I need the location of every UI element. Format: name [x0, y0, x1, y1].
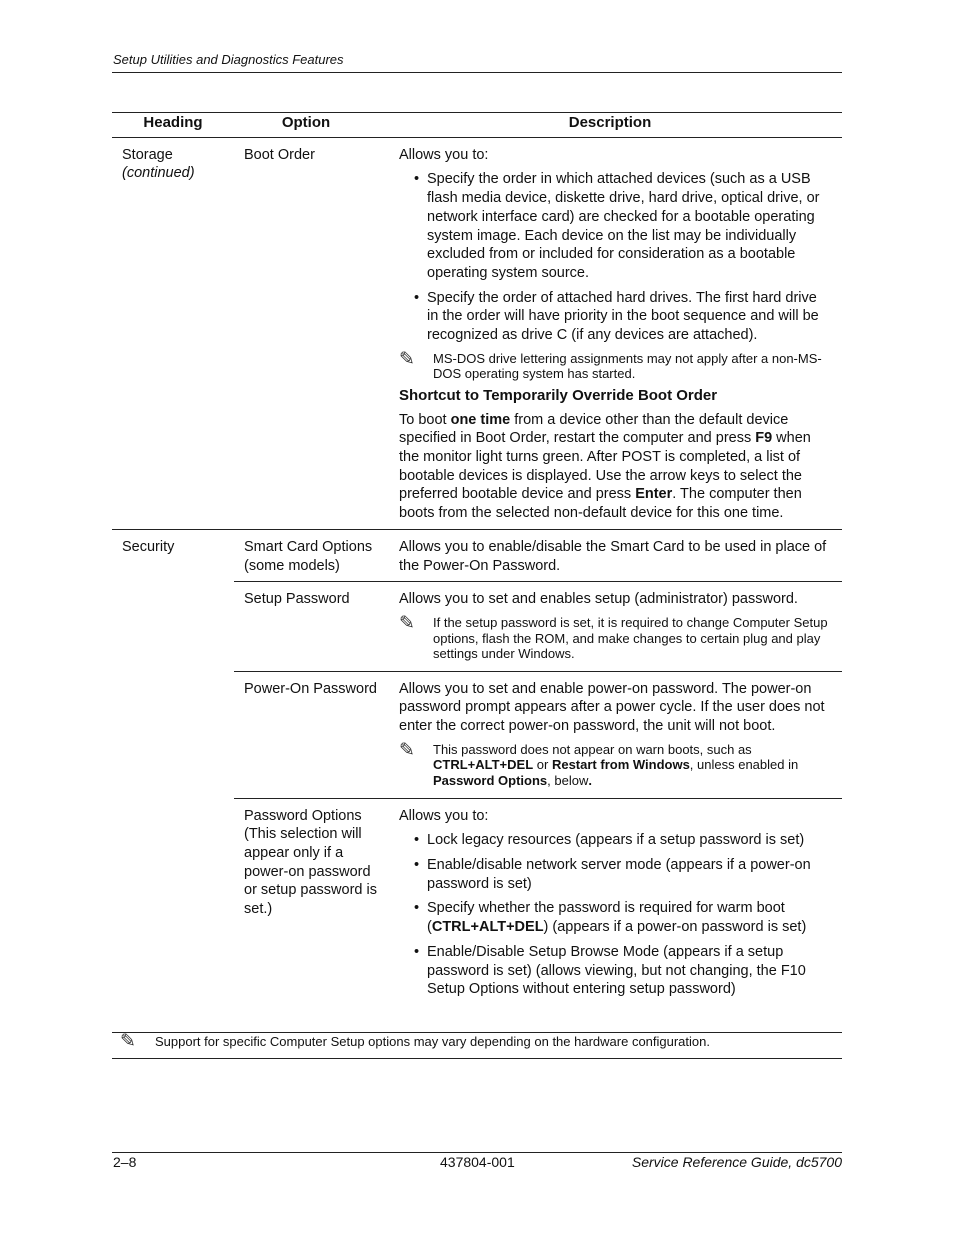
text-run: . The computer then boots from the selected non-default device for this one time.: [399, 486, 802, 522]
note-text: MS-DOS drive lettering assignments may not apply after a non-MS-DOS operating system has started.: [433, 350, 822, 382]
pencil-note-icon: ✎: [399, 612, 415, 634]
footer-note-text: Support for specific Computer Setup options may vary depending on the hardware configuration.: [155, 1034, 710, 1049]
list-item: • Enable/Disable Setup Browse Mode (appears if a setup password is set) (allows viewing, but not changing, the F10 Setup Options without entering setup password): [427, 943, 832, 999]
description-password-options: [378, 798, 842, 1011]
footer-rule: [112, 1152, 842, 1153]
footer-note-rule-bottom: [112, 1058, 842, 1059]
heading-cell-storage: [112, 137, 234, 529]
column-header-heading: Heading: [112, 113, 234, 138]
text-run: from a device other than the default device specified in Boot Order, restart the computer and press: [399, 411, 789, 447]
option-setup-password: Setup Password: [234, 582, 378, 671]
text-run: , below: [547, 773, 589, 789]
bold-run: .: [588, 773, 592, 789]
text-run: This password does not appear on warn boots, such as: [433, 741, 752, 757]
table-row-power-on-password: [112, 671, 842, 798]
option-boot-order: Boot Order: [244, 146, 315, 163]
table-header-row: [112, 113, 842, 138]
bullet-list: [399, 831, 832, 999]
text-run: Specify whether the password is required for warm boot (: [427, 900, 785, 936]
guide-title: Service Reference Guide, dc5700: [631, 1154, 842, 1170]
description-power-on-password: [378, 671, 842, 798]
heading-cell-empty: [112, 671, 234, 798]
description-intro: Allows you to:: [399, 807, 489, 824]
description-smart-card: Allows you to enable/disable the Smart Card to be used in place of the Power-On Password.: [378, 529, 842, 581]
note-text: [433, 742, 832, 789]
bold-run: Enter: [635, 486, 673, 503]
page-number: 2–8: [113, 1154, 137, 1170]
shortcut-paragraph: [399, 411, 832, 523]
text-run: To boot: [399, 411, 451, 428]
heading-storage: Storage: [122, 146, 173, 163]
pencil-note-icon: ✎: [399, 348, 415, 370]
note-ms-dos: [399, 348, 832, 382]
header-rule: [112, 72, 842, 73]
bold-run: F9: [755, 430, 773, 447]
pencil-note-icon: ✎: [399, 739, 415, 761]
shortcut-title: Shortcut to Temporarily Override Boot Order: [399, 386, 718, 404]
heading-cell-empty: [112, 582, 234, 671]
note-setup-password: [399, 612, 832, 662]
text-run: or: [533, 757, 552, 773]
text-run: , unless enabled in: [689, 757, 799, 773]
running-head: Setup Utilities and Diagnostics Features: [113, 52, 344, 67]
option-password-options: Password Options (This selection will appear only if a power-on password or setup password is set.): [234, 798, 378, 1011]
text-run: ) (appears if a power-on password is set): [543, 919, 807, 936]
note-power-on-password: [399, 739, 832, 789]
column-header-description: Description: [378, 113, 842, 138]
note-text: If the setup password is set, it is required to change Computer Setup options, flash the ROM, and make changes to certain plug and play settings under Windows.: [433, 614, 828, 662]
option-power-on-password: Power-On Password: [234, 671, 378, 798]
description-text: Allows you to set and enables setup (administrator) password.: [399, 591, 798, 608]
table-row-smart-card: [112, 529, 842, 581]
bold-run: Password Options: [433, 773, 548, 789]
heading-cell-empty: [112, 798, 234, 1011]
description-text: Allows you to set and enable power-on password. The power-on password prompt appears after a power cycle. If the user does not enter the correct power-on password, the unit will not boot.: [399, 680, 825, 735]
description-boot-order: [378, 137, 842, 529]
bold-run: CTRL+ALT+DEL: [431, 919, 544, 936]
footer-note: [112, 1031, 842, 1052]
description-intro: Allows you to:: [399, 146, 489, 163]
text-run: when the monitor light turns green. After POST is completed, a list of bootable devices is displayed. Use the arrow keys to select the preferred bootable device and press: [399, 430, 811, 503]
list-item: • Specify the order of attached hard drives. The first hard drive in the order will have priority in the boot sequence and will be recognized as drive C (if any devices are attached).: [427, 289, 832, 345]
description-setup-password: [378, 582, 842, 671]
table-row-password-options: [112, 798, 842, 1011]
pencil-note-icon: ✎: [120, 1031, 136, 1052]
table-row-setup-password: [112, 582, 842, 671]
option-smart-card: Smart Card Options (some models): [234, 529, 378, 581]
list-item: • Enable/disable network server mode (appears if a power-on password is set): [427, 856, 832, 893]
table-row-boot-order: [112, 137, 842, 529]
footer-note-rule-top: [112, 1032, 842, 1033]
heading-continued: (continued): [122, 165, 195, 182]
bold-run: Restart from Windows: [551, 757, 690, 773]
list-item: [427, 899, 832, 936]
column-header-option: Option: [234, 113, 378, 138]
list-item: • Lock legacy resources (appears if a setup password is set): [427, 831, 832, 850]
bullet-list: [399, 170, 832, 344]
heading-security: Security: [112, 529, 234, 581]
bold-run: one time: [450, 411, 511, 428]
bold-run: CTRL+ALT+DEL: [433, 757, 534, 773]
document-number: 437804-001: [440, 1154, 515, 1170]
list-item: • Specify the order in which attached devices (such as a USB flash media device, diskette drive, hard drive, optical drive, or network interface card) are checked for a bootable operating system image. Each device on the list may be individually excluded from or included for consideration as a bootable operating system source.: [427, 170, 832, 282]
setup-options-table: [112, 112, 842, 1011]
